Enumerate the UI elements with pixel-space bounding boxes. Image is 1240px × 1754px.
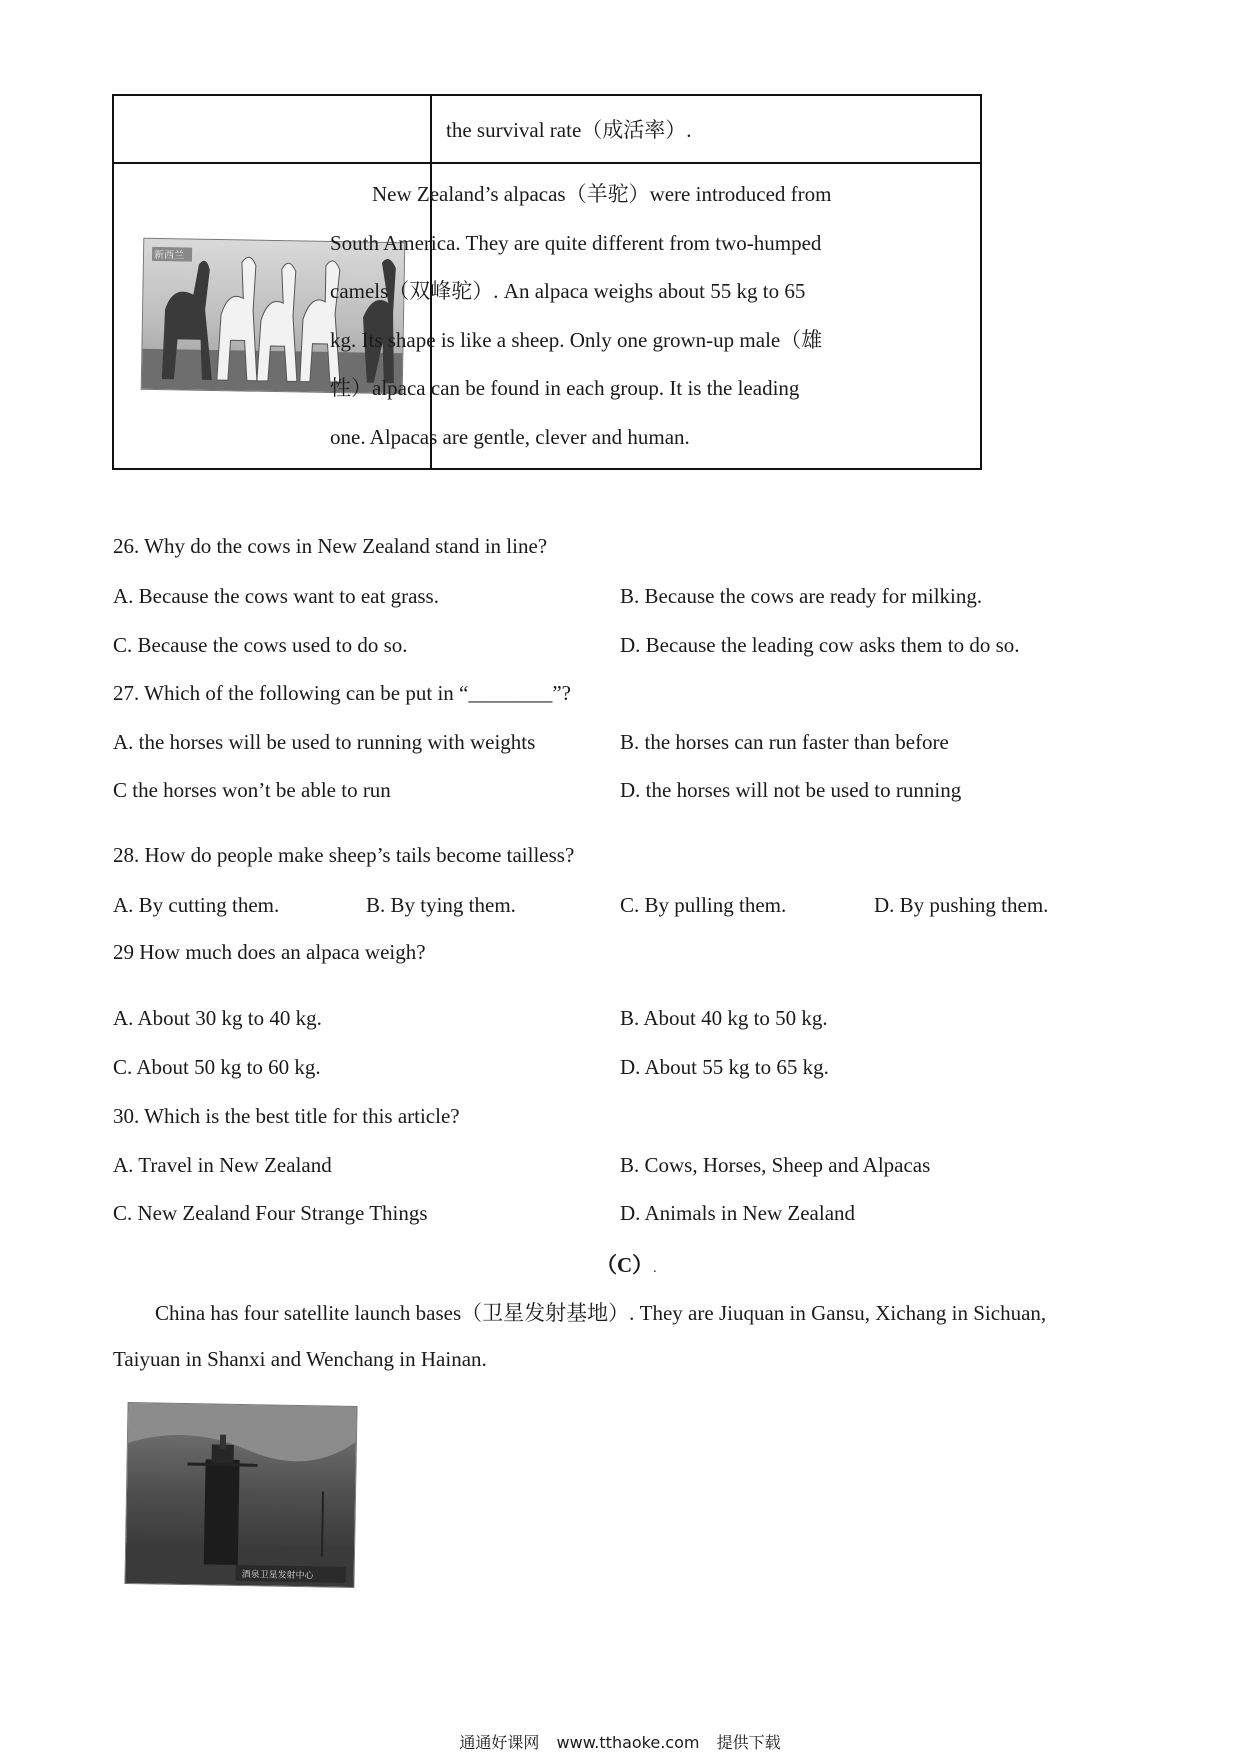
question-30-stem: 30. Which is the best title for this article? bbox=[113, 1104, 460, 1128]
question-26-option-c: C. Because the cows used to do so. bbox=[113, 633, 408, 657]
question-27-stem: 27. Which of the following can be put in “________”? bbox=[113, 681, 572, 705]
table-row1-text: the survival rate（成活率）. bbox=[446, 118, 692, 142]
question-27-option-c: C the horses won’t be able to run bbox=[113, 778, 391, 802]
alpaca-line: 性）alpaca can be found in each group. It is the leading bbox=[330, 376, 800, 400]
section-c-paragraph-line1: China has four satellite launch bases（卫星发射基地）. They are Jiuquan in Gansu, Xichang in Sichuan, bbox=[155, 1301, 1047, 1325]
question-29-option-d: D. About 55 kg to 65 kg. bbox=[620, 1055, 829, 1079]
question-26-option-a: A. Because the cows want to eat grass. bbox=[113, 584, 439, 608]
question-29-option-a: A. About 30 kg to 40 kg. bbox=[113, 1006, 322, 1030]
question-28-option-a: A. By cutting them. bbox=[113, 893, 280, 917]
footer-site-name: 通通好课网 bbox=[459, 1733, 540, 1752]
table-row-divider bbox=[114, 162, 980, 164]
question-30-option-a: A. Travel in New Zealand bbox=[113, 1153, 332, 1177]
question-27-option-d: D. the horses will not be used to running bbox=[620, 778, 962, 802]
section-c-heading-label: （C） bbox=[596, 1253, 654, 1277]
alpaca-photo-caption: 新西兰 bbox=[153, 249, 185, 262]
launch-photo-caption: 酒泉卫星发射中心 bbox=[241, 1570, 314, 1582]
question-27-option-a: A. the horses will be used to running with weights bbox=[113, 730, 536, 754]
question-30-option-b: B. Cows, Horses, Sheep and Alpacas bbox=[620, 1153, 931, 1177]
section-c-paragraph-line2: Taiyuan in Shanxi and Wenchang in Hainan. bbox=[113, 1347, 487, 1371]
question-30-option-c: C. New Zealand Four Strange Things bbox=[113, 1201, 428, 1225]
page-footer bbox=[0, 1730, 1240, 1753]
question-26-option-b: B. Because the cows are ready for milking. bbox=[620, 584, 983, 608]
alpaca-paragraph bbox=[330, 170, 832, 461]
alpaca-line: New Zealand’s alpacas（羊驼）were introduced from bbox=[372, 182, 832, 206]
section-c-heading bbox=[596, 1249, 657, 1279]
question-29-option-c: C. About 50 kg to 60 kg. bbox=[113, 1055, 321, 1079]
alpaca-line: camels（双峰驼）. An alpaca weighs about 55 kg to 65 bbox=[330, 279, 806, 303]
footer-url[interactable]: www.tthaoke.com bbox=[556, 1733, 700, 1752]
alpaca-line: one. Alpacas are gentle, clever and human. bbox=[330, 424, 690, 449]
footer-download: 提供下载 bbox=[716, 1733, 781, 1752]
question-30-option-d: D. Animals in New Zealand bbox=[620, 1201, 856, 1225]
alpaca-line: kg. Its shape is like a sheep. Only one grown-up male（雄 bbox=[330, 327, 823, 352]
alpaca-line: South America. They are quite different from two-humped bbox=[330, 230, 822, 255]
question-26-stem: 26. Why do the cows in New Zealand stand in line? bbox=[113, 534, 548, 558]
question-27-option-b: B. the horses can run faster than before bbox=[620, 730, 949, 754]
question-26-option-d: D. Because the leading cow asks them to do so. bbox=[620, 633, 1020, 657]
section-c-heading-dot: . bbox=[653, 1261, 657, 1276]
question-29-option-b: B. About 40 kg to 50 kg. bbox=[620, 1006, 828, 1030]
launch-base-photo bbox=[124, 1402, 357, 1588]
question-28-option-c: C. By pulling them. bbox=[620, 893, 787, 917]
question-28-stem: 28. How do people make sheep’s tails become tailless? bbox=[113, 843, 575, 867]
question-28-option-d: D. By pushing them. bbox=[874, 893, 1049, 917]
question-28-option-b: B. By tying them. bbox=[366, 893, 516, 917]
question-29-stem: 29 How much does an alpaca weigh? bbox=[113, 940, 426, 964]
